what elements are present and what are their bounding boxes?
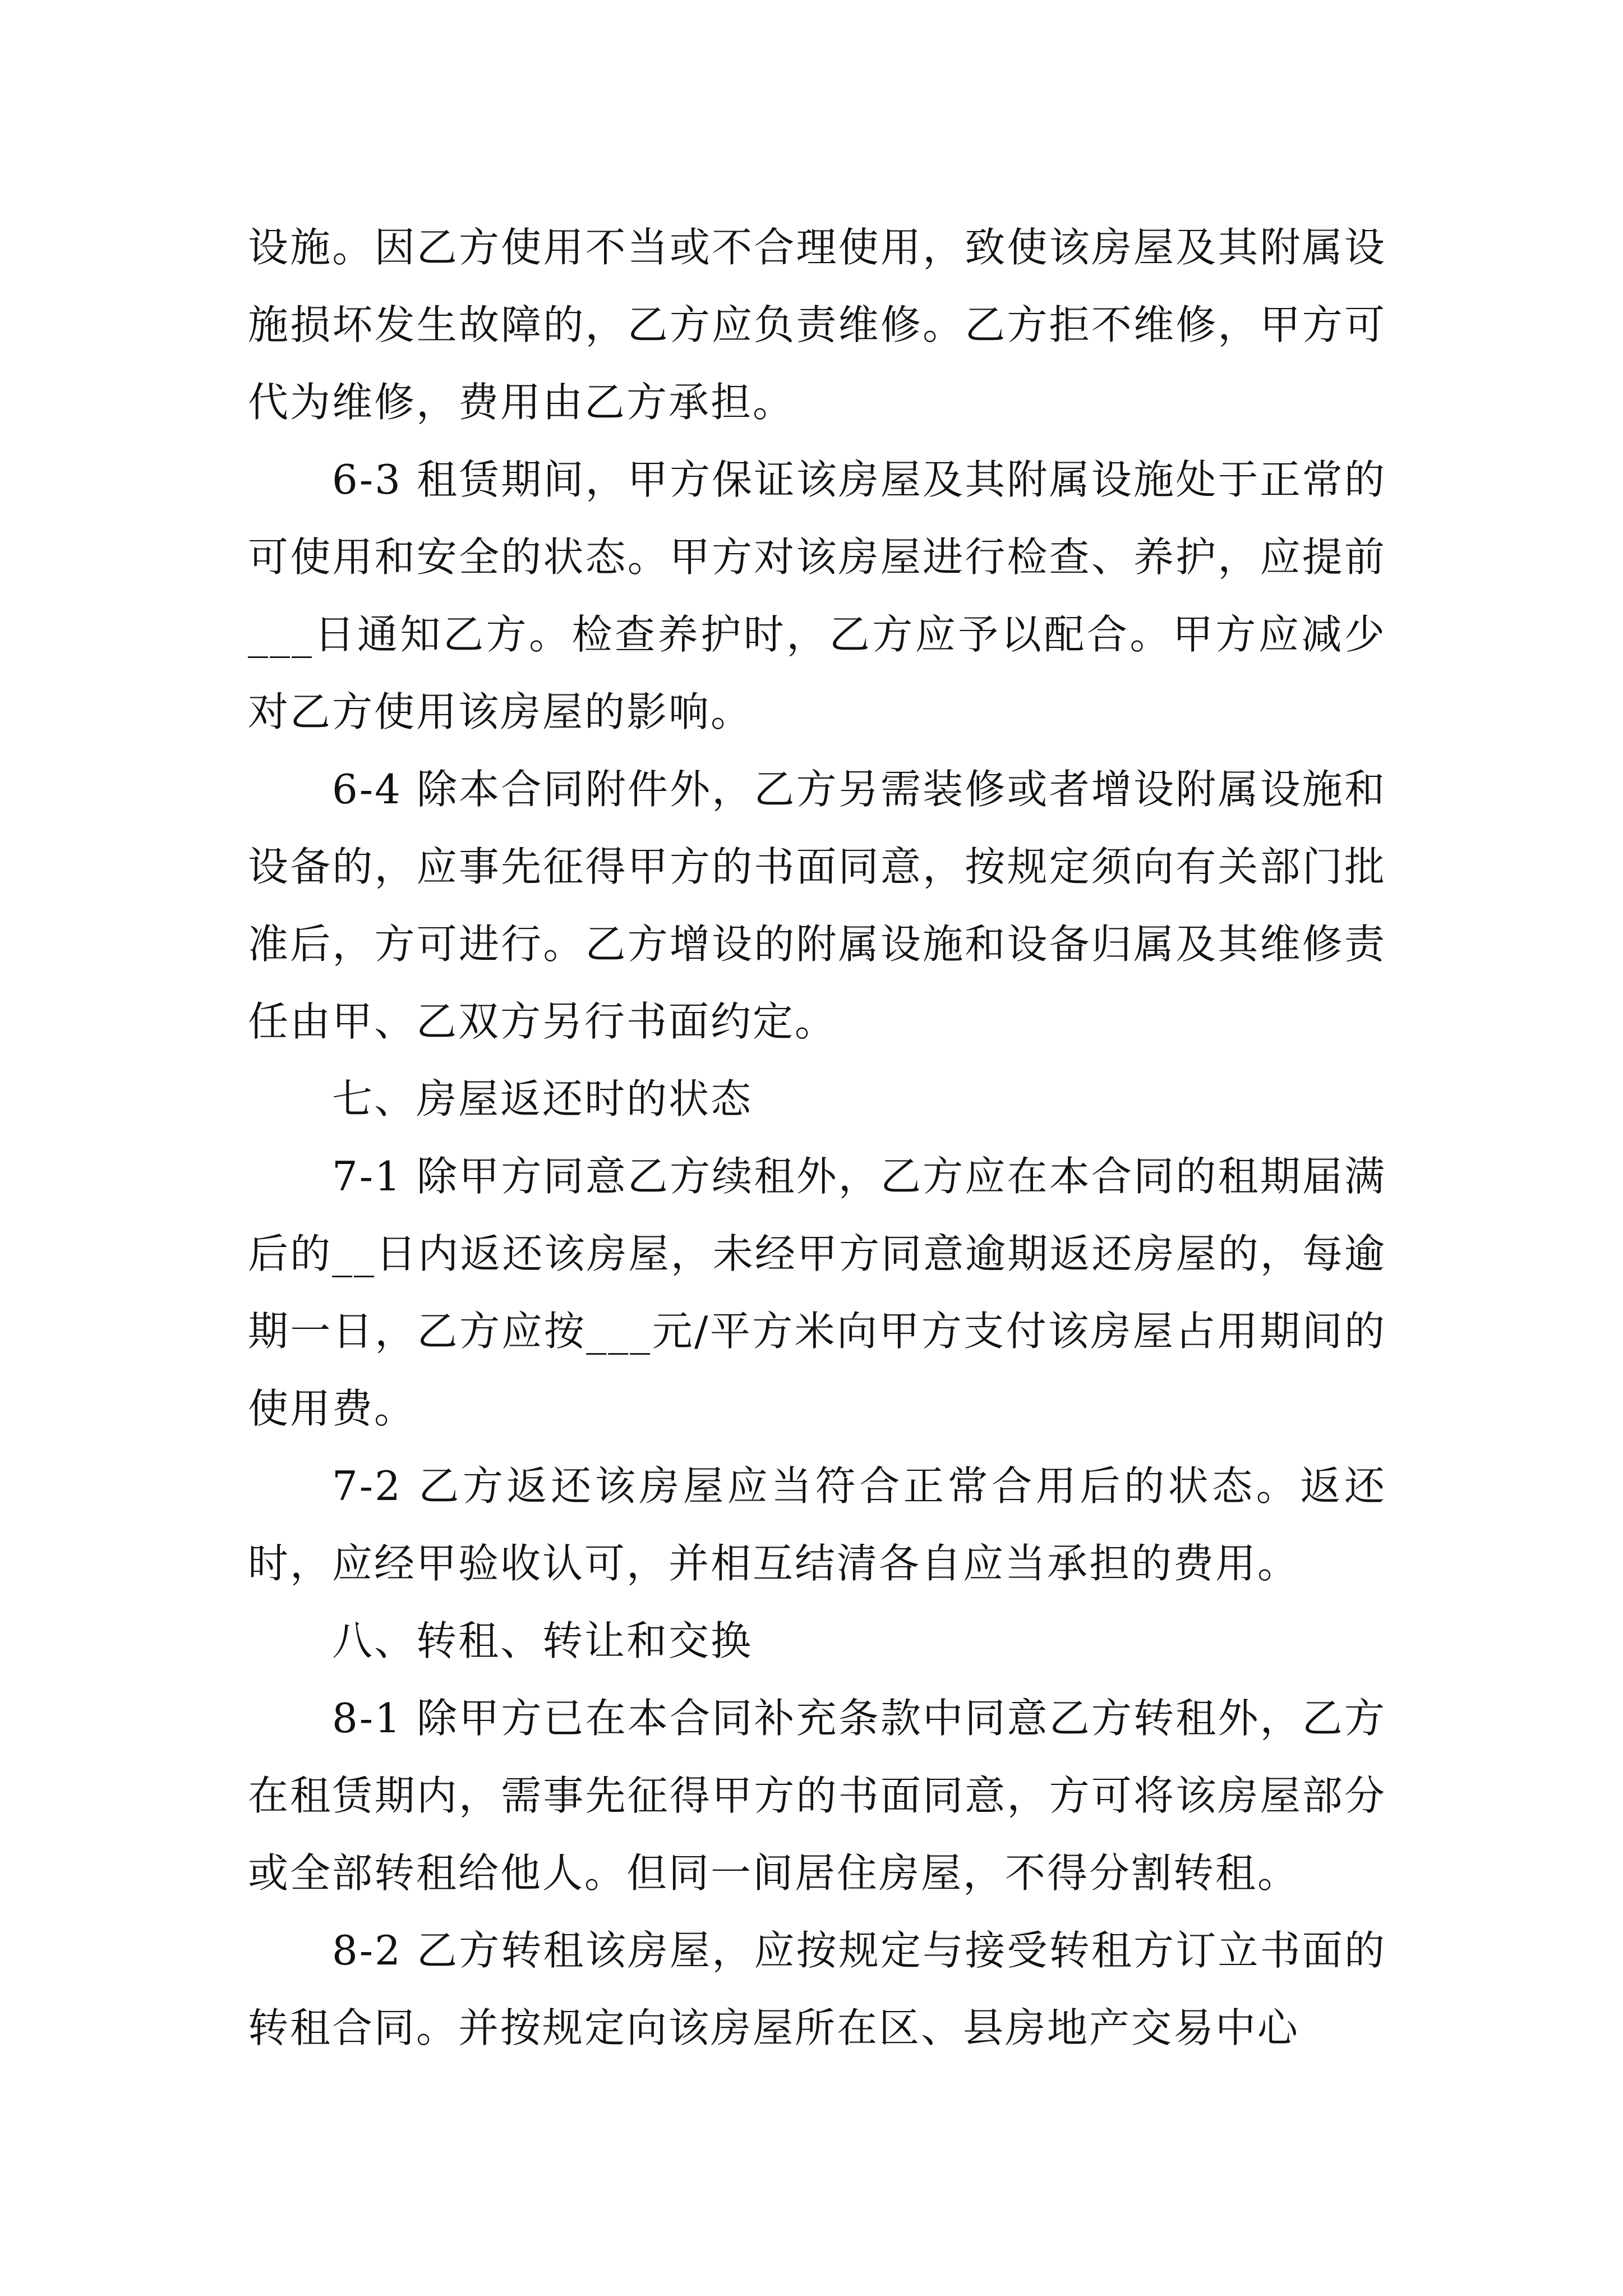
section-heading-8: 八、转租、转让和交换	[332, 1617, 753, 1664]
paragraph-clause-8-1: 8-1 除甲方已在本合同补充条款中同意乙方转租外，乙方在租赁期内，需事先征得甲方的书面同意，方可将该房屋部分或全部转租给他人。但同一间居住房屋，不得分割转租。	[248, 1695, 1386, 1897]
document-body	[248, 209, 1386, 2067]
paragraph-clause-6-4: 6-4 除本合同附件外，乙方另需装修或者增设附属设施和设备的，应事先征得甲方的书面同意，按规定须向有关部门批准后，方可进行。乙方增设的附属设施和设备归属及其维修责任由甲、乙双方另行书面约定。	[248, 766, 1386, 1045]
paragraph-clause-7-2: 7-2 乙方返还该房屋应当符合正常合用后的状态。返还时，应经甲验收认可，并相互结清各自应当承担的费用。	[248, 1462, 1386, 1587]
section-heading-7: 七、房屋返还时的状态	[332, 1075, 753, 1122]
paragraph-clause-8-2: 8-2 乙方转租该房屋，应按规定与接受转租方订立书面的转租合同。并按规定向该房屋所在区、县房地产交易中心	[248, 1927, 1386, 2051]
paragraph-facility-repair: 设施。因乙方使用不当或不合理使用，致使该房屋及其附属设施损坏发生故障的，乙方应负责维修。乙方拒不维修，甲方可代为维修，费用由乙方承担。	[248, 224, 1386, 426]
paragraph-clause-6-3: 6-3 租赁期间，甲方保证该房屋及其附属设施处于正常的可使用和安全的状态。甲方对该房屋进行检查、养护，应提前___日通知乙方。检查养护时，乙方应予以配合。甲方应减少对乙方使用该房屋的影响。	[248, 456, 1386, 735]
paragraph-clause-7-1: 7-1 除甲方同意乙方续租外，乙方应在本合同的租期届满后的__日内返还该房屋，未经甲方同意逾期返还房屋的，每逾期一日，乙方应按___元/平方米向甲方支付该房屋占用期间的使用费。	[248, 1153, 1386, 1432]
